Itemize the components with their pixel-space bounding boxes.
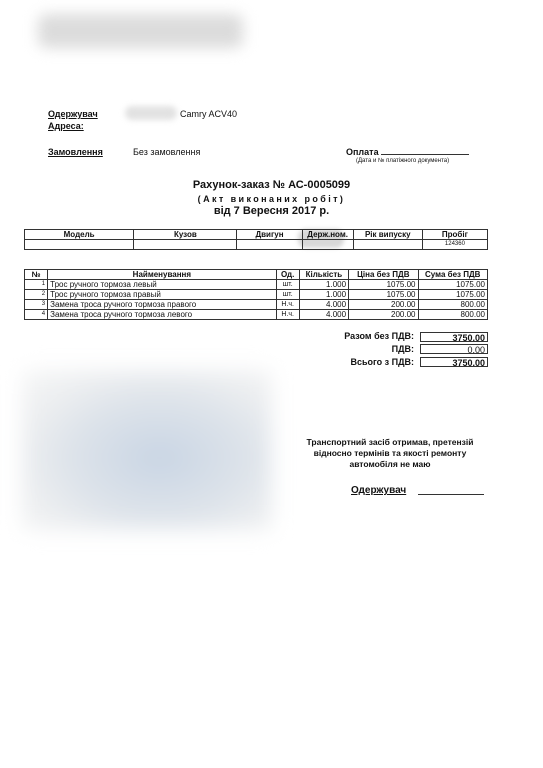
row-unit: шт.: [276, 280, 299, 290]
col-name-header: Найменування: [48, 270, 276, 280]
invoice-title: Рахунок-заказ № АС-0005099: [192, 179, 351, 191]
table-row: [25, 310, 488, 320]
vehicle-value-row: [25, 240, 488, 250]
redacted-stamp-area: [22, 370, 272, 530]
col-no-header: №: [25, 270, 48, 280]
items-header-row: [25, 270, 488, 280]
col-engine-header: Двигун: [237, 230, 302, 240]
invoice-subtitle: (Акт виконаних робіт): [197, 194, 346, 204]
row-price: 200.00: [349, 310, 418, 320]
redacted-receiver-name: [125, 106, 177, 120]
row-qty: 1.000: [299, 290, 348, 300]
totals-block: [290, 331, 488, 371]
row-unit: шт.: [276, 290, 299, 300]
statement-line-1: Транспортний засіб отримав, претензій: [306, 437, 474, 447]
vehicle-year-value: [353, 240, 422, 250]
table-row: [25, 280, 488, 290]
address-label: Адреса:: [48, 121, 84, 131]
total-label: Всього з ПДВ:: [350, 357, 414, 367]
signature-label: Одержувач: [351, 485, 407, 496]
row-no: 2: [25, 290, 48, 300]
col-sum-header: Сума без ПДВ: [418, 270, 488, 280]
row-no: 3: [25, 300, 48, 310]
row-price: 1075.00: [349, 280, 418, 290]
col-qty-header: Кількість: [299, 270, 348, 280]
row-sum: 800.00: [418, 300, 488, 310]
subtotal-label: Разом без ПДВ:: [344, 331, 414, 341]
col-year-header: Рік випуску: [353, 230, 422, 240]
vehicle-table: [24, 229, 488, 250]
col-body-header: Кузов: [134, 230, 237, 240]
payment-line: [381, 154, 469, 155]
vehicle-mileage-value: 124360: [422, 240, 487, 250]
signature-line: [418, 494, 484, 495]
total-value: 3750.00: [420, 357, 488, 367]
row-name: Трос ручного тормоза правый: [48, 290, 276, 300]
statement-line-3: автомобіля не маю: [349, 459, 431, 469]
items-table: [24, 269, 488, 320]
vehicle-model-value: [25, 240, 134, 250]
row-sum: 1075.00: [418, 280, 488, 290]
receiver-label: Одержувач: [48, 109, 98, 119]
vehicle-header-row: [25, 230, 488, 240]
payment-label: Оплата: [346, 147, 379, 157]
vat-label: ПДВ:: [391, 344, 414, 354]
vehicle-engine-value: [237, 240, 302, 250]
table-row: [25, 290, 488, 300]
vehicle-plate-value: [302, 240, 353, 250]
invoice-date: від 7 Вересня 2017 р.: [213, 205, 330, 217]
row-name: Замена троса ручного тормоза левого: [48, 310, 276, 320]
row-price: 1075.00: [349, 290, 418, 300]
row-price: 200.00: [349, 300, 418, 310]
order-label: Замовлення: [48, 147, 103, 157]
row-no: 1: [25, 280, 48, 290]
row-name: Замена троса ручного тормоза правого: [48, 300, 276, 310]
vehicle-body-value: [134, 240, 237, 250]
row-name: Трос ручного тормоза левый: [48, 280, 276, 290]
car-model: Camry ACV40: [180, 109, 238, 119]
row-no: 4: [25, 310, 48, 320]
statement-line-2: відносно термінів та якості ремонту: [313, 448, 467, 458]
payment-note: (Дата и № платіжного документа): [356, 158, 450, 164]
col-model-header: Модель: [25, 230, 134, 240]
col-mileage-header: Пробіг: [422, 230, 487, 240]
row-unit: Н.ч.: [276, 310, 299, 320]
subtotal-value: 3750.00: [420, 332, 488, 342]
row-sum: 800.00: [418, 310, 488, 320]
row-qty: 4.000: [299, 310, 348, 320]
row-qty: 1.000: [299, 280, 348, 290]
col-unit-header: Од.: [276, 270, 299, 280]
col-plate-header: Держ.ном.: [302, 230, 353, 240]
col-price-header: Ціна без ПДВ: [349, 270, 418, 280]
order-value: Без замовлення: [133, 147, 201, 157]
row-qty: 4.000: [299, 300, 348, 310]
row-sum: 1075.00: [418, 290, 488, 300]
row-unit: Н.ч.: [276, 300, 299, 310]
receipt-statement: [290, 437, 490, 470]
vat-value: 0.00: [420, 344, 488, 354]
table-row: [25, 300, 488, 310]
redacted-header-block: [38, 14, 243, 48]
